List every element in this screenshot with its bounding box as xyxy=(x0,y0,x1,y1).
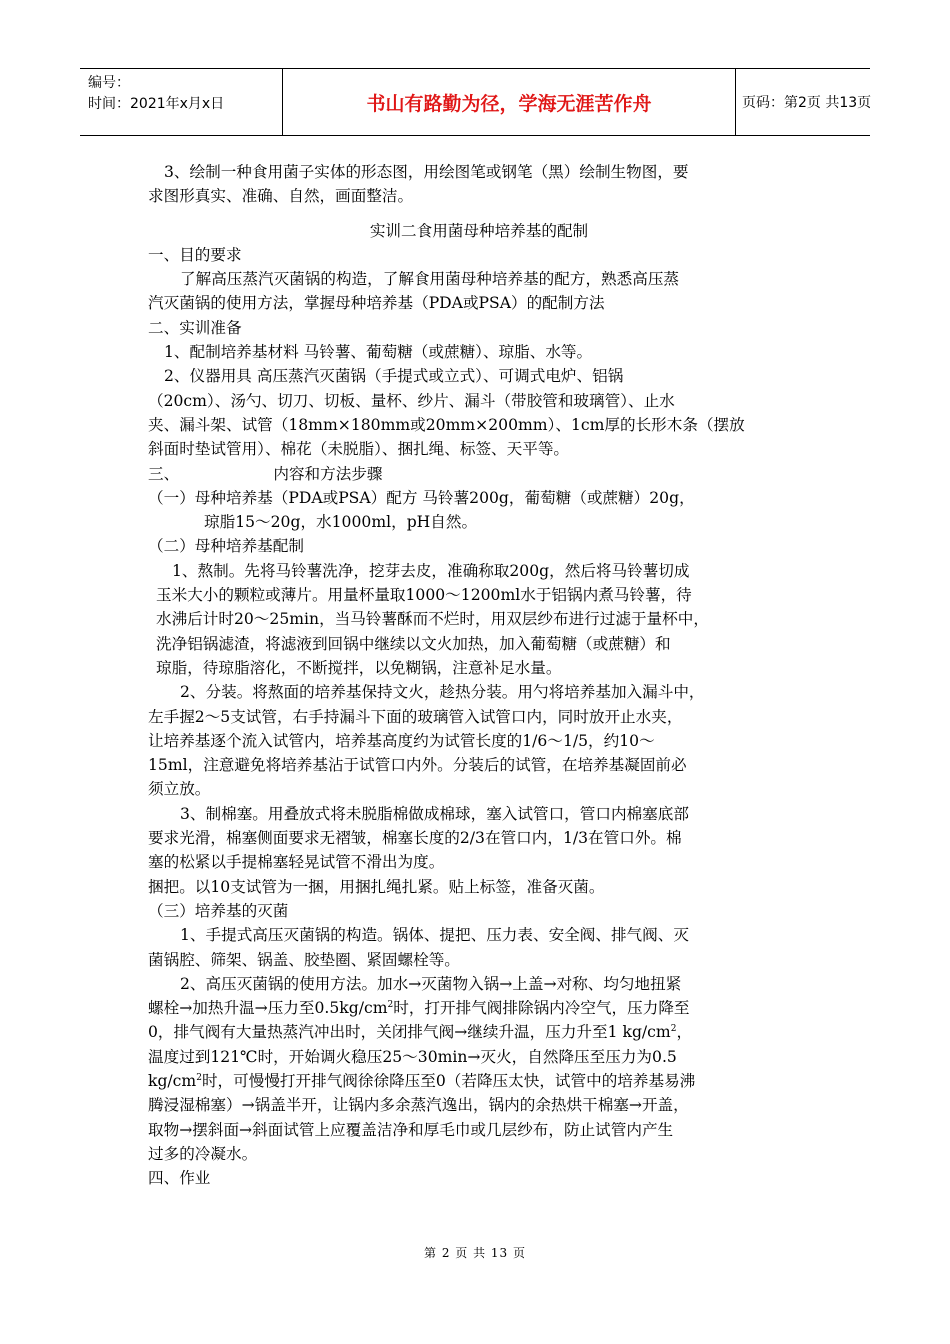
paragraph xyxy=(148,996,810,1020)
paragraph: 水沸后计时20～25min，当马铃薯酥而不烂时，用双层纱布进行过滤于量杯中， xyxy=(156,610,709,629)
paragraph: 要求光滑，棉塞侧面要求无褶皱，棉塞长度的2/3在管口内，1/3在管口外。棉 xyxy=(148,829,682,848)
page-footer: 第 2 页 共 13 页 xyxy=(424,1246,526,1260)
paragraph: 洗净铝锅滤渣，将滤液到回锅中继续以文火加热，加入葡萄糖（或蔗糖）和 xyxy=(156,634,671,653)
header-page-info: 页码：第2页 共13页 xyxy=(742,95,872,111)
paragraph xyxy=(148,1069,810,1093)
section-title: 实训二食用菌母种培养基的配制 xyxy=(369,221,589,240)
paragraph: 琼脂，待琼脂溶化，不断搅拌，以免糊锅，注意补足水量。 xyxy=(156,658,562,677)
paragraph: 汽灭菌锅的使用方法，掌握母种培养基（PDA或PSA）的配制方法 xyxy=(148,294,605,313)
paragraph: 1、手提式高压灭菌锅的构造。锅体、提把、压力表、安全阀、排气阀、灭 xyxy=(180,926,689,945)
paragraph: 玉米大小的颗粒或薄片。用量杯量取1000～1200ml水于铝锅内煮马铃薯，待 xyxy=(156,586,692,605)
paragraph: 斜面时垫试管用）、棉花（未脱脂）、捆扎绳、标签、天平等。 xyxy=(148,440,570,459)
document-body xyxy=(148,160,810,1190)
paragraph: 1、熬制。先将马铃薯洗净，挖芽去皮，准确称取200g，然后将马铃薯切成 xyxy=(172,561,690,580)
paragraph: 2、高压灭菌锅的使用方法。加水→灭菌物入锅→上盖→对称、均匀地扭紧 xyxy=(180,974,682,993)
paragraph: 腾浸湿棉塞）→锅盖半开，让锅内多余蒸汽逸出，锅内的余热烘干棉塞→开盖， xyxy=(148,1096,689,1115)
text-run: 0，排气阀有大量热蒸汽冲出时，关闭排气阀→继续升温，压力升至1 kg/cm xyxy=(148,1023,671,1042)
section-heading: 二、实训准备 xyxy=(148,318,242,337)
superscript: 2 xyxy=(670,1024,677,1035)
section-heading: 三、 内容和方法步骤 xyxy=(148,464,383,483)
paragraph: 琼脂15～20g，水1000ml，pH自然。 xyxy=(204,513,478,532)
list-item: 2、仪器用具 高压蒸汽灭菌锅（手提式或立式）、可调式电炉、铝锅 xyxy=(164,367,624,386)
text-run: 时，可慢慢打开排气阀徐徐降压至0（若降压太快，试管中的培养基易沸 xyxy=(201,1071,696,1090)
paragraph: 夹、漏斗架、试管（18mm×180mm或20mm×200mm）、1cm厚的长形木条（摆放 xyxy=(148,415,745,434)
paragraph: 2、分装。将熬面的培养基保持文火，趁热分装。用勺将培养基加入漏斗中， xyxy=(180,683,705,702)
text-run: 时，打开排气阀排除锅内冷空气，压力降至 xyxy=(393,999,690,1018)
superscript: 2 xyxy=(196,1072,202,1083)
page-header xyxy=(80,68,870,136)
paragraph: 15ml，注意避免将培养基沾于试管口内外。分装后的试管，在培养基凝固前必 xyxy=(148,756,687,775)
paragraph: 菌锅腔、筛架、锅盖、胶垫圈、紧固螺栓等。 xyxy=(148,950,460,969)
paragraph: 温度过到121℃时，开始调火稳压25～30min→灭火，自然降压至压力为0.5 xyxy=(148,1047,677,1066)
section-heading: 四、作业 xyxy=(148,1169,211,1188)
paragraph: 左手握2～5支试管，右手持漏斗下面的玻璃管入试管口内，同时放开止水夹， xyxy=(148,707,683,726)
paragraph: 让培养基逐个流入试管内，培养基高度约为试管长度的1/6～1/5，约10～ xyxy=(148,731,655,750)
text-run: 螺栓→加热升温→压力至0.5kg/cm xyxy=(148,999,388,1018)
text-run: kg/cm xyxy=(148,1071,197,1090)
paragraph: 过多的冷凝水。 xyxy=(148,1144,258,1163)
paragraph xyxy=(148,1020,810,1044)
paragraph: 3、绘制一种食用菌子实体的形态图，用绘图笔或钢笔（黑）绘制生物图，要 xyxy=(164,163,689,181)
paragraph: （20cm）、汤勺、切刀、切板、量杯、纱片、漏斗（带胶管和玻璃管）、止水 xyxy=(148,391,675,410)
text-run: ， xyxy=(676,1023,693,1042)
date-label: 时间：2021年x月x日 xyxy=(88,96,225,112)
superscript: 2 xyxy=(387,1000,394,1011)
paragraph: 3、制棉塞。用叠放式将未脱脂棉做成棉球，塞入试管口，管口内棉塞底部 xyxy=(180,804,689,823)
code-label: 编号： xyxy=(88,75,130,91)
subsection-heading: （三）培养基的灭菌 xyxy=(148,901,289,920)
subsection-heading: （二）母种培养基配制 xyxy=(148,537,304,556)
paragraph: 塞的松紧以手提棉塞轻晃试管不滑出为度。 xyxy=(148,853,445,872)
header-motto: 书山有路勤为径，学海无涯苦作舟 xyxy=(282,69,736,135)
paragraph: 取物→摆斜面→斜面试管上应覆盖洁净和厚毛巾或几层纱布，防止试管内产生 xyxy=(148,1120,674,1139)
paragraph: 捆把。以10支试管为一捆，用捆扎绳扎紧。贴上标签，准备灭菌。 xyxy=(148,877,605,896)
paragraph: 了解高压蒸汽灭菌锅的构造，了解食用菌母种培养基的配方，熟悉高压蒸 xyxy=(180,270,680,289)
paragraph: （一）母种培养基（PDA或PSA）配方 马铃薯200g，葡萄糖（或蔗糖）20g， xyxy=(148,488,695,507)
section-heading: 一、目的要求 xyxy=(148,245,242,264)
paragraph: 须立放。 xyxy=(148,780,211,799)
header-meta xyxy=(80,69,282,135)
list-item: 1、配制培养基材料 马铃薯、葡萄糖（或蔗糖）、琼脂、水等。 xyxy=(164,343,593,362)
paragraph: 求图形真实、准确、自然，画面整洁。 xyxy=(148,187,414,206)
